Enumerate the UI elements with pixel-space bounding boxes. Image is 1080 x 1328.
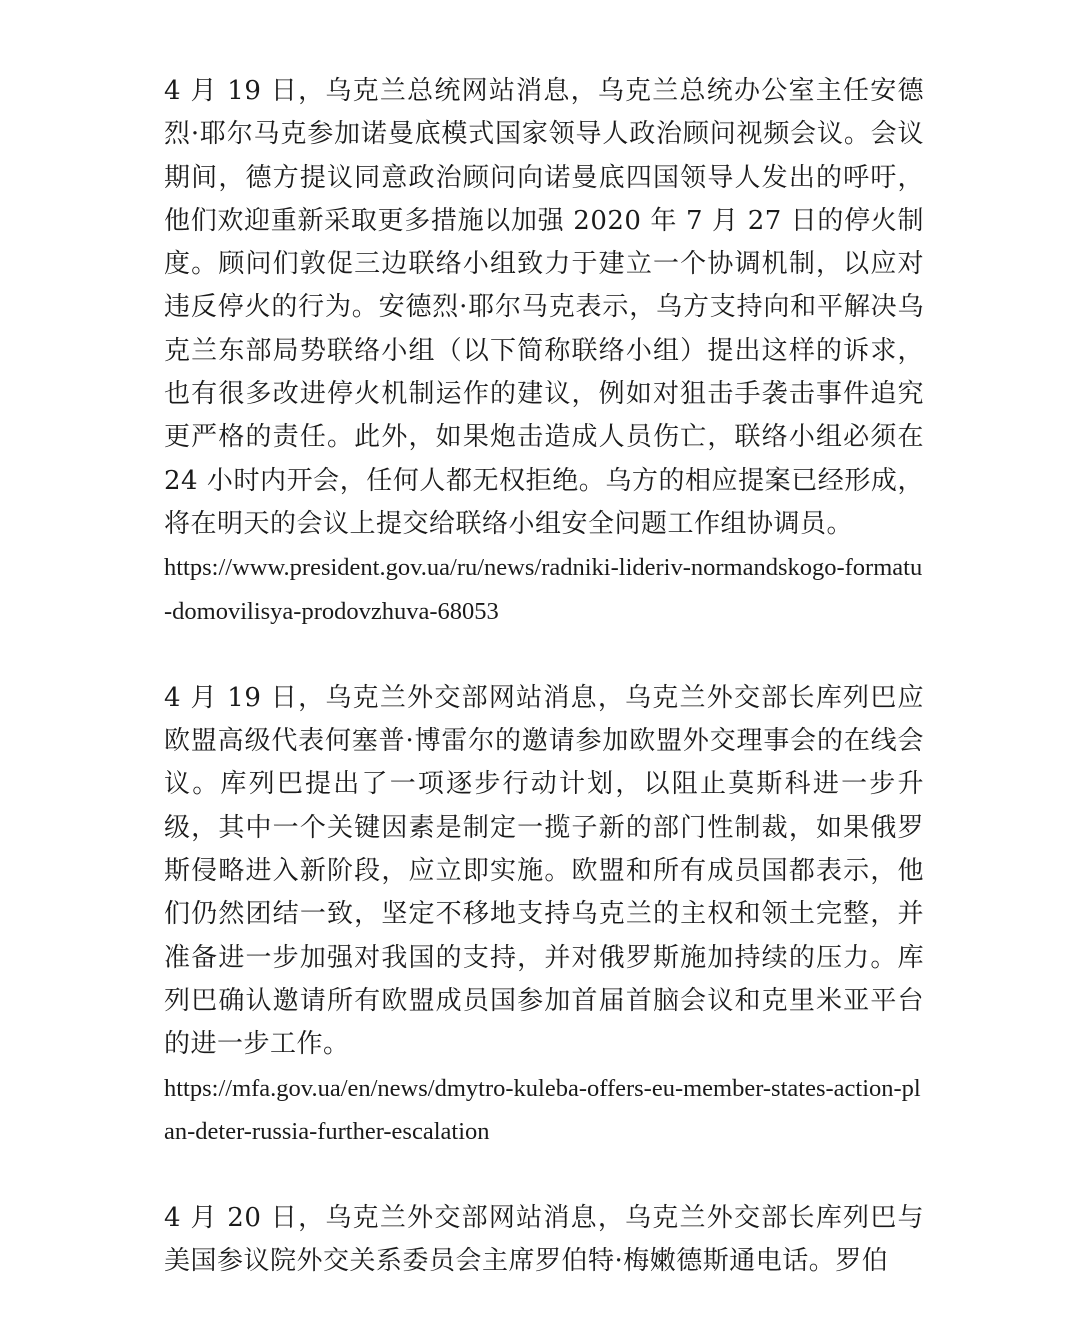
entry-paragraph: 4 月 19 日，乌克兰外交部网站消息，乌克兰外交部长库列巴应欧盟高级代表何塞普·博雷尔的邀请参加欧盟外交理事会的在线会议。库列巴提出了一项逐步行动计划，以阻止莫斯科进一步升级，其中一个关键因素是制定一揽子新的部门性制裁，如果俄罗斯侵略进入新阶段，应立即实施。欧盟和所有成员国都表示，他们仍然团结一致，坚定不移地支持乌克兰的主权和领土完整，并准备进一步加强对我国的支持，并对俄罗斯施加持续的压力。库列巴确认邀请所有欧盟成员国参加首届首脑会议和克里米亚平台的进一步工作。	[164, 682, 924, 1060]
news-entry	[164, 1197, 924, 1284]
entry-paragraph: 4 月 19 日，乌克兰总统网站消息，乌克兰总统办公室主任安德烈·耶尔马克参加诺曼底模式国家领导人政治顾问视频会议。会议期间，德方提议同意政治顾问向诺曼底四国领导人发出的呼吁，他们欢迎重新采取更多措施以加强 2020 年 7 月 27 日的停火制度。顾问们敦促三边联络小组致力于建立一个协调机制，以应对违反停火的行为。安德烈·耶尔马克表示，乌方支持向和平解决乌克兰东部局势联络小组（以下简称联络小组）提出这样的诉求，也有很多改进停火机制运作的建议，例如对狙击手袭击事件追究更严格的责任。此外，如果炮击造成人员伤亡，联络小组必须在 24 小时内开会，任何人都无权拒绝。乌方的相应提案已经形成，将在明天的会议上提交给联络小组安全问题工作组协调员。	[164, 76, 924, 539]
news-entry	[164, 70, 924, 633]
source-url: https://mfa.gov.ua/en/news/dmytro-kuleba-offers-eu-member-states-action-plan-deter-russia-further-escalation	[164, 1074, 921, 1145]
entry-paragraph: 4 月 20 日，乌克兰外交部网站消息，乌克兰外交部长库列巴与美国参议院外交关系委员会主席罗伯特·梅嫩德斯通电话。罗伯	[164, 1203, 924, 1277]
news-entry	[164, 677, 924, 1153]
document-page	[164, 70, 924, 1328]
source-url: https://www.president.gov.ua/ru/news/radniki-lideriv-normandskogo-formatu-domovilisya-prodovzhuva-68053	[164, 554, 923, 625]
